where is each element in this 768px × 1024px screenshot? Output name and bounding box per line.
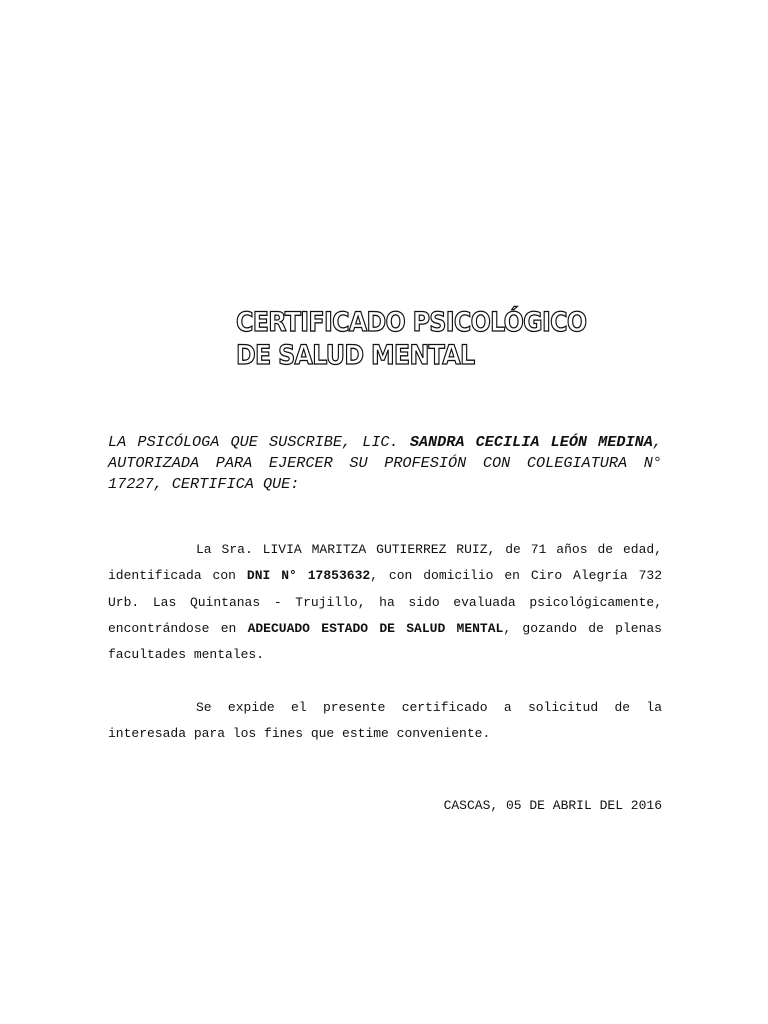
- title-line-2: DE SALUD MENTAL: [236, 340, 475, 371]
- par1-text-3: , gozando de plenas facultades mentales.: [108, 620, 662, 663]
- certification-paragraph: [108, 537, 662, 668]
- title-line-1: CERTIFICADO PSICOLÓGICO: [236, 307, 587, 338]
- health-status: ADECUADO ESTADO DE SALUD MENTAL: [247, 620, 504, 636]
- intro-text-2: , AUTORIZADA PARA EJERCER SU PROFESIÓN CON COLEGIATURA N° 17227, CERTIFICA QUE: [108, 433, 662, 493]
- par1-text-2: , con domicilio en Ciro Alegría 732 Urb. Las Quintanas - Trujillo, ha sido evaluada psicológicamente, encontrándose en: [108, 568, 662, 636]
- intro-text-1: LA PSICÓLOGA QUE SUSCRIBE, LIC.: [108, 433, 410, 451]
- dni-number: DNI N° 17853632: [246, 568, 371, 584]
- intro-statement: [108, 432, 662, 495]
- document-title: [236, 306, 616, 372]
- psychologist-name: SANDRA CECILIA LEÓN MEDINA: [409, 433, 653, 451]
- date-line: CASCAS, 05 DE ABRIL DEL 2016: [443, 798, 662, 813]
- issuance-paragraph: [108, 695, 662, 748]
- par2-text: Se expide el presente certificado a solicitud de la interesada para los fines que estime conveniente.: [108, 700, 662, 742]
- intro-colon: :: [290, 475, 300, 493]
- par1-text-1: La Sra. LIVIA MARITZA GUTIERREZ RUIZ, de 71 años de edad, identificada con: [108, 542, 662, 584]
